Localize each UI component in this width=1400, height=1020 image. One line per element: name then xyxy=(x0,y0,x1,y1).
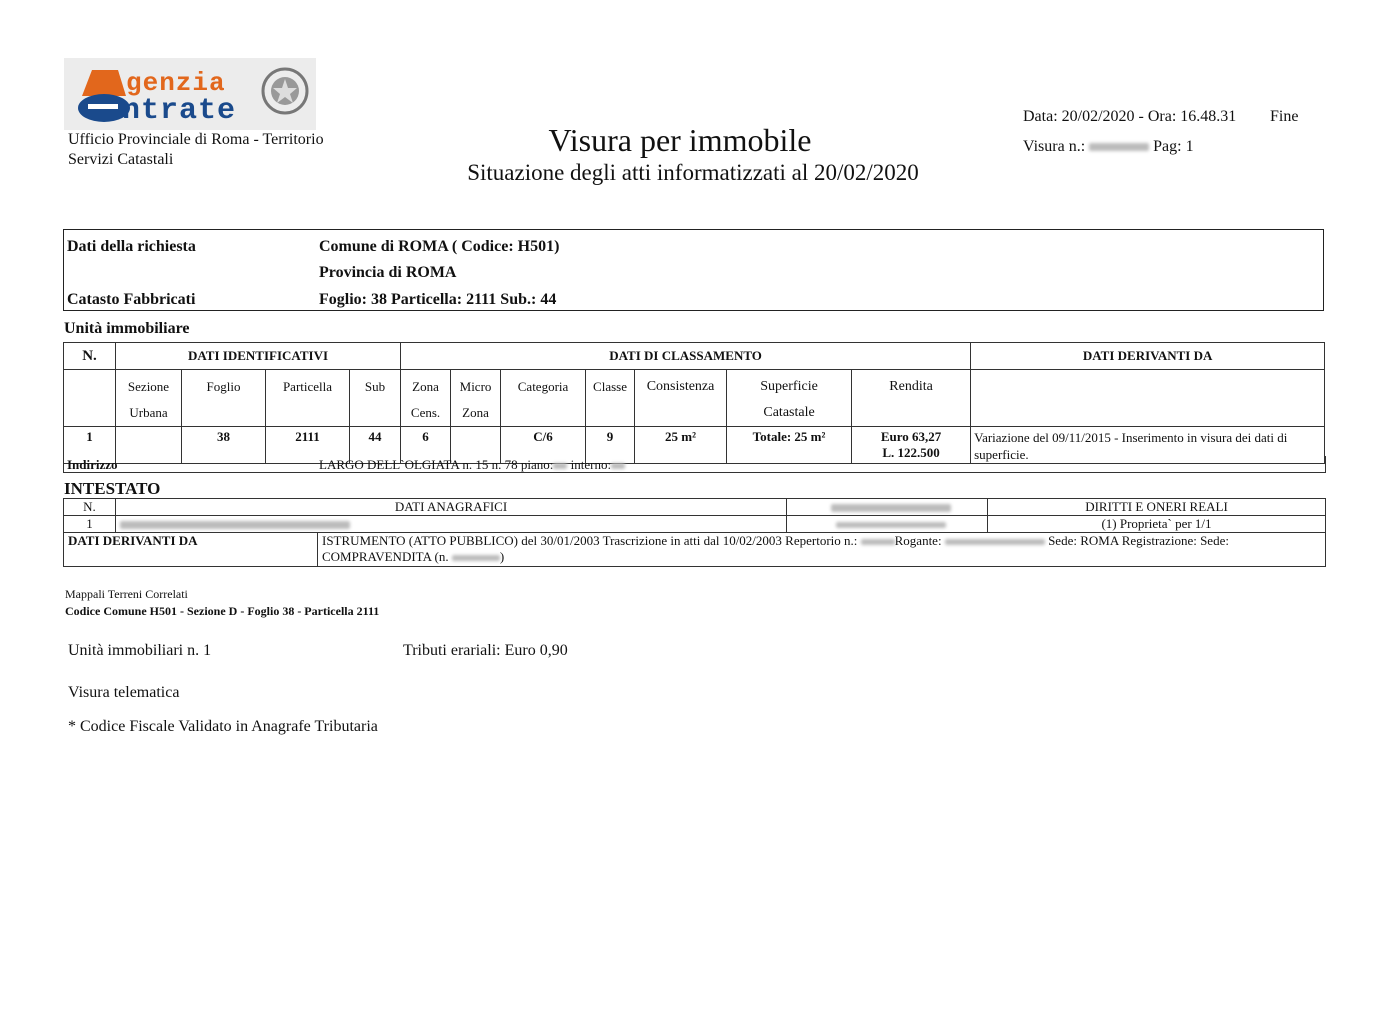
col-sezione-header xyxy=(116,370,182,427)
cens-label: Cens. xyxy=(410,405,441,420)
owner-col-anagrafici: DATI ANAGRAFICI xyxy=(116,499,787,516)
tributi-erariali: Tributi erariali: Euro 0,90 xyxy=(403,642,568,659)
col-sub-header: Sub xyxy=(350,370,401,427)
visura-telematica: Visura telematica xyxy=(68,684,180,701)
owner-diritti: (1) Proprieta` per 1/1 xyxy=(988,516,1326,533)
catastale-label: Catastale xyxy=(763,405,815,420)
redacted-visura-number xyxy=(1089,143,1149,151)
end-label: Fine xyxy=(1270,108,1299,125)
atto-text: ISTRUMENTO (ATTO PUBBLICO) del 30/01/2003 Trascrizione in atti dal 10/02/2003 Repertorio n.: xyxy=(322,533,858,548)
cell-derivanti: Variazione del 09/11/2015 - Inserimento in visura dei dati di superficie. xyxy=(971,427,1325,464)
sede-text: Sede: ROMA Registrazione: Sede: xyxy=(1048,533,1229,548)
redacted-codice-fiscale-header xyxy=(831,504,951,512)
cell-particella: 2111 xyxy=(266,427,350,464)
catasto-label: Catasto Fabbricati xyxy=(67,291,196,308)
zona-label: Zona xyxy=(412,379,439,394)
cell-consistenza: 25 m² xyxy=(635,427,727,464)
comune-value: Comune di ROMA ( Codice: H501) xyxy=(319,238,560,255)
mappali-value: Codice Comune H501 - Sezione D - Foglio 38 - Particella 2111 xyxy=(65,604,380,618)
owner-col-codice-fiscale xyxy=(787,499,988,516)
redacted-rogante xyxy=(945,539,1045,545)
class-group-header: DATI DI CLASSAMENTO xyxy=(401,343,971,370)
redacted-owner-name xyxy=(120,521,350,529)
request-label: Dati della richiesta xyxy=(67,238,196,255)
visura-number xyxy=(1023,138,1194,156)
owner-row-n: 1 xyxy=(64,516,116,533)
owner-name xyxy=(116,516,787,533)
col-superficie-header xyxy=(727,370,852,427)
micro-label: Micro xyxy=(459,379,492,394)
address-row xyxy=(63,456,1326,473)
cell-foglio: 38 xyxy=(182,427,266,464)
page-number: Pag: 1 xyxy=(1153,138,1194,155)
superficie-label: Superficie xyxy=(760,379,818,394)
unit-table xyxy=(63,342,1325,464)
address-text: LARGO DELL`OLGIATA n. 15 n. 78 piano: xyxy=(319,457,554,472)
owner-derivanti-label: DATI DERIVANTI DA xyxy=(64,533,318,567)
provincia-value: Provincia di ROMA xyxy=(319,264,457,281)
agenzia-entrate-logo xyxy=(64,58,316,130)
owner-col-n: N. xyxy=(64,499,116,516)
page-subtitle: Situazione degli atti informatizzati al 20/02/2020 xyxy=(467,160,919,185)
cell-n: 1 xyxy=(64,427,116,464)
owner-codice-fiscale xyxy=(787,516,988,533)
deriv-group-header: DATI DERIVANTI DA xyxy=(971,343,1325,370)
page-title: Visura per immobile xyxy=(548,122,812,158)
mappali-label: Mappali Terreni Correlati xyxy=(65,587,188,601)
empty-cell xyxy=(64,370,116,427)
empty-cell xyxy=(971,370,1325,427)
visura-number-label: Visura n.: xyxy=(1023,138,1086,155)
cell-zona: 6 xyxy=(401,427,451,464)
sezione-label: Sezione xyxy=(127,379,170,394)
request-box xyxy=(63,229,1324,311)
rendita-euro: Euro 63,27 xyxy=(880,429,942,444)
codice-fiscale-note: * Codice Fiscale Validato in Anagrafe Tributaria xyxy=(68,718,378,735)
rendita-lire: L. 122.500 xyxy=(882,445,940,460)
compravendita-close: ) xyxy=(499,549,505,564)
redacted-codice-fiscale xyxy=(836,522,946,528)
redacted-interno xyxy=(611,463,625,469)
address-interno: interno: xyxy=(570,457,612,472)
address-value xyxy=(319,457,625,473)
col-foglio-header: Foglio xyxy=(182,370,266,427)
owner-table xyxy=(63,498,1326,567)
micro-zona-label: Zona xyxy=(462,405,489,420)
table-row xyxy=(64,516,1326,533)
cell-classe: 9 xyxy=(586,427,635,464)
col-consistenza-header: Consistenza xyxy=(635,370,727,427)
urbana-label: Urbana xyxy=(129,405,168,420)
address-label: Indirizzo xyxy=(67,457,118,472)
italian-emblem-icon xyxy=(260,66,310,116)
cell-sub: 44 xyxy=(350,427,401,464)
logo-text-agenzia: genzia xyxy=(126,68,226,98)
intestato-title: INTESTATO xyxy=(64,479,161,498)
unita-count: Unità immobiliari n. 1 xyxy=(68,642,212,659)
col-n-header: N. xyxy=(64,343,116,370)
rogante-label: Rogante: xyxy=(894,533,942,548)
col-rendita-header: Rendita xyxy=(852,370,971,427)
office-name: Ufficio Provinciale di Roma - Territorio xyxy=(68,131,324,148)
compravendita-text: COMPRAVENDITA (n. xyxy=(322,549,449,564)
col-micro-header xyxy=(451,370,501,427)
owner-derivanti-value xyxy=(318,533,1326,567)
cell-superficie: Totale: 25 m² xyxy=(727,427,852,464)
foglio-value: Foglio: 38 Particella: 2111 Sub.: 44 xyxy=(319,291,557,308)
cell-categoria: C/6 xyxy=(501,427,586,464)
office-service: Servizi Catastali xyxy=(68,151,174,168)
ident-group-header: DATI IDENTIFICATIVI xyxy=(116,343,401,370)
redacted-compravendita-number xyxy=(452,555,500,561)
logo-text-entrate: ntrate xyxy=(122,94,237,128)
redacted-piano xyxy=(553,463,567,469)
col-classe-header: Classe xyxy=(586,370,635,427)
redacted-repertorio xyxy=(861,539,895,545)
owner-col-diritti: DIRITTI E ONERI REALI xyxy=(988,499,1326,516)
date-time: Data: 20/02/2020 - Ora: 16.48.31 xyxy=(1023,108,1237,125)
col-particella-header: Particella xyxy=(266,370,350,427)
col-categoria-header: Categoria xyxy=(501,370,586,427)
unit-section-label: Unità immobiliare xyxy=(64,320,190,337)
col-zona-header xyxy=(401,370,451,427)
